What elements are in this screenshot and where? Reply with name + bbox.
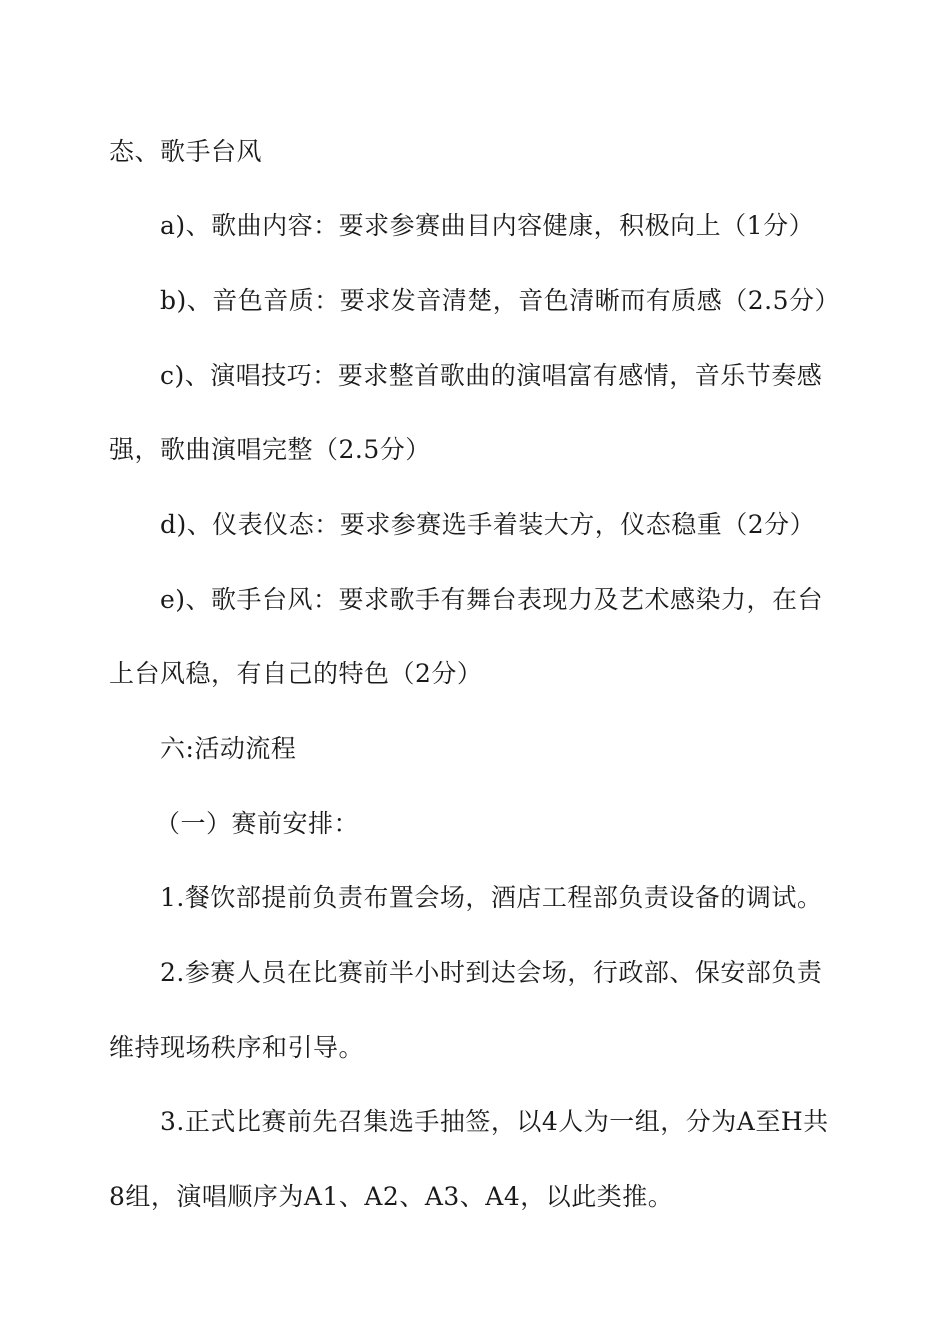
- criterion-c-continuation: 强，歌曲演唱完整（2.5分）: [109, 435, 431, 464]
- criterion-b: b)、音色音质：要求发音清楚，音色清晰而有质感（2.5分）: [160, 286, 841, 315]
- criterion-c: c)、演唱技巧：要求整首歌曲的演唱富有感情，音乐节奏感: [160, 361, 823, 390]
- item-1: 1.餐饮部提前负责布置会场，酒店工程部负责设备的调试。: [160, 883, 823, 912]
- section-heading-activity-flow: 六:活动流程: [160, 734, 297, 763]
- item-2-continuation: 维持现场秩序和引导。: [109, 1033, 365, 1062]
- text-line-continuation: 态、歌手台风: [109, 137, 263, 166]
- subsection-heading-pre-match: （一）赛前安排：: [155, 809, 360, 838]
- criterion-d: d)、仪表仪态：要求参赛选手着装大方，仪态稳重（2分）: [160, 510, 816, 539]
- criterion-e: e)、歌手台风：要求歌手有舞台表现力及艺术感染力，在台: [160, 585, 824, 614]
- criterion-a: a)、歌曲内容：要求参赛曲目内容健康，积极向上（1分）: [160, 211, 815, 240]
- item-3: 3.正式比赛前先召集选手抽签，以4人为一组，分为A至H共: [160, 1107, 829, 1136]
- criterion-e-continuation: 上台风稳，有自己的特色（2分）: [109, 659, 483, 688]
- item-2: 2.参赛人员在比赛前半小时到达会场，行政部、保安部负责: [160, 958, 823, 987]
- item-3-continuation: 8组，演唱顺序为A1、A2、A3、A4，以此类推。: [109, 1182, 674, 1211]
